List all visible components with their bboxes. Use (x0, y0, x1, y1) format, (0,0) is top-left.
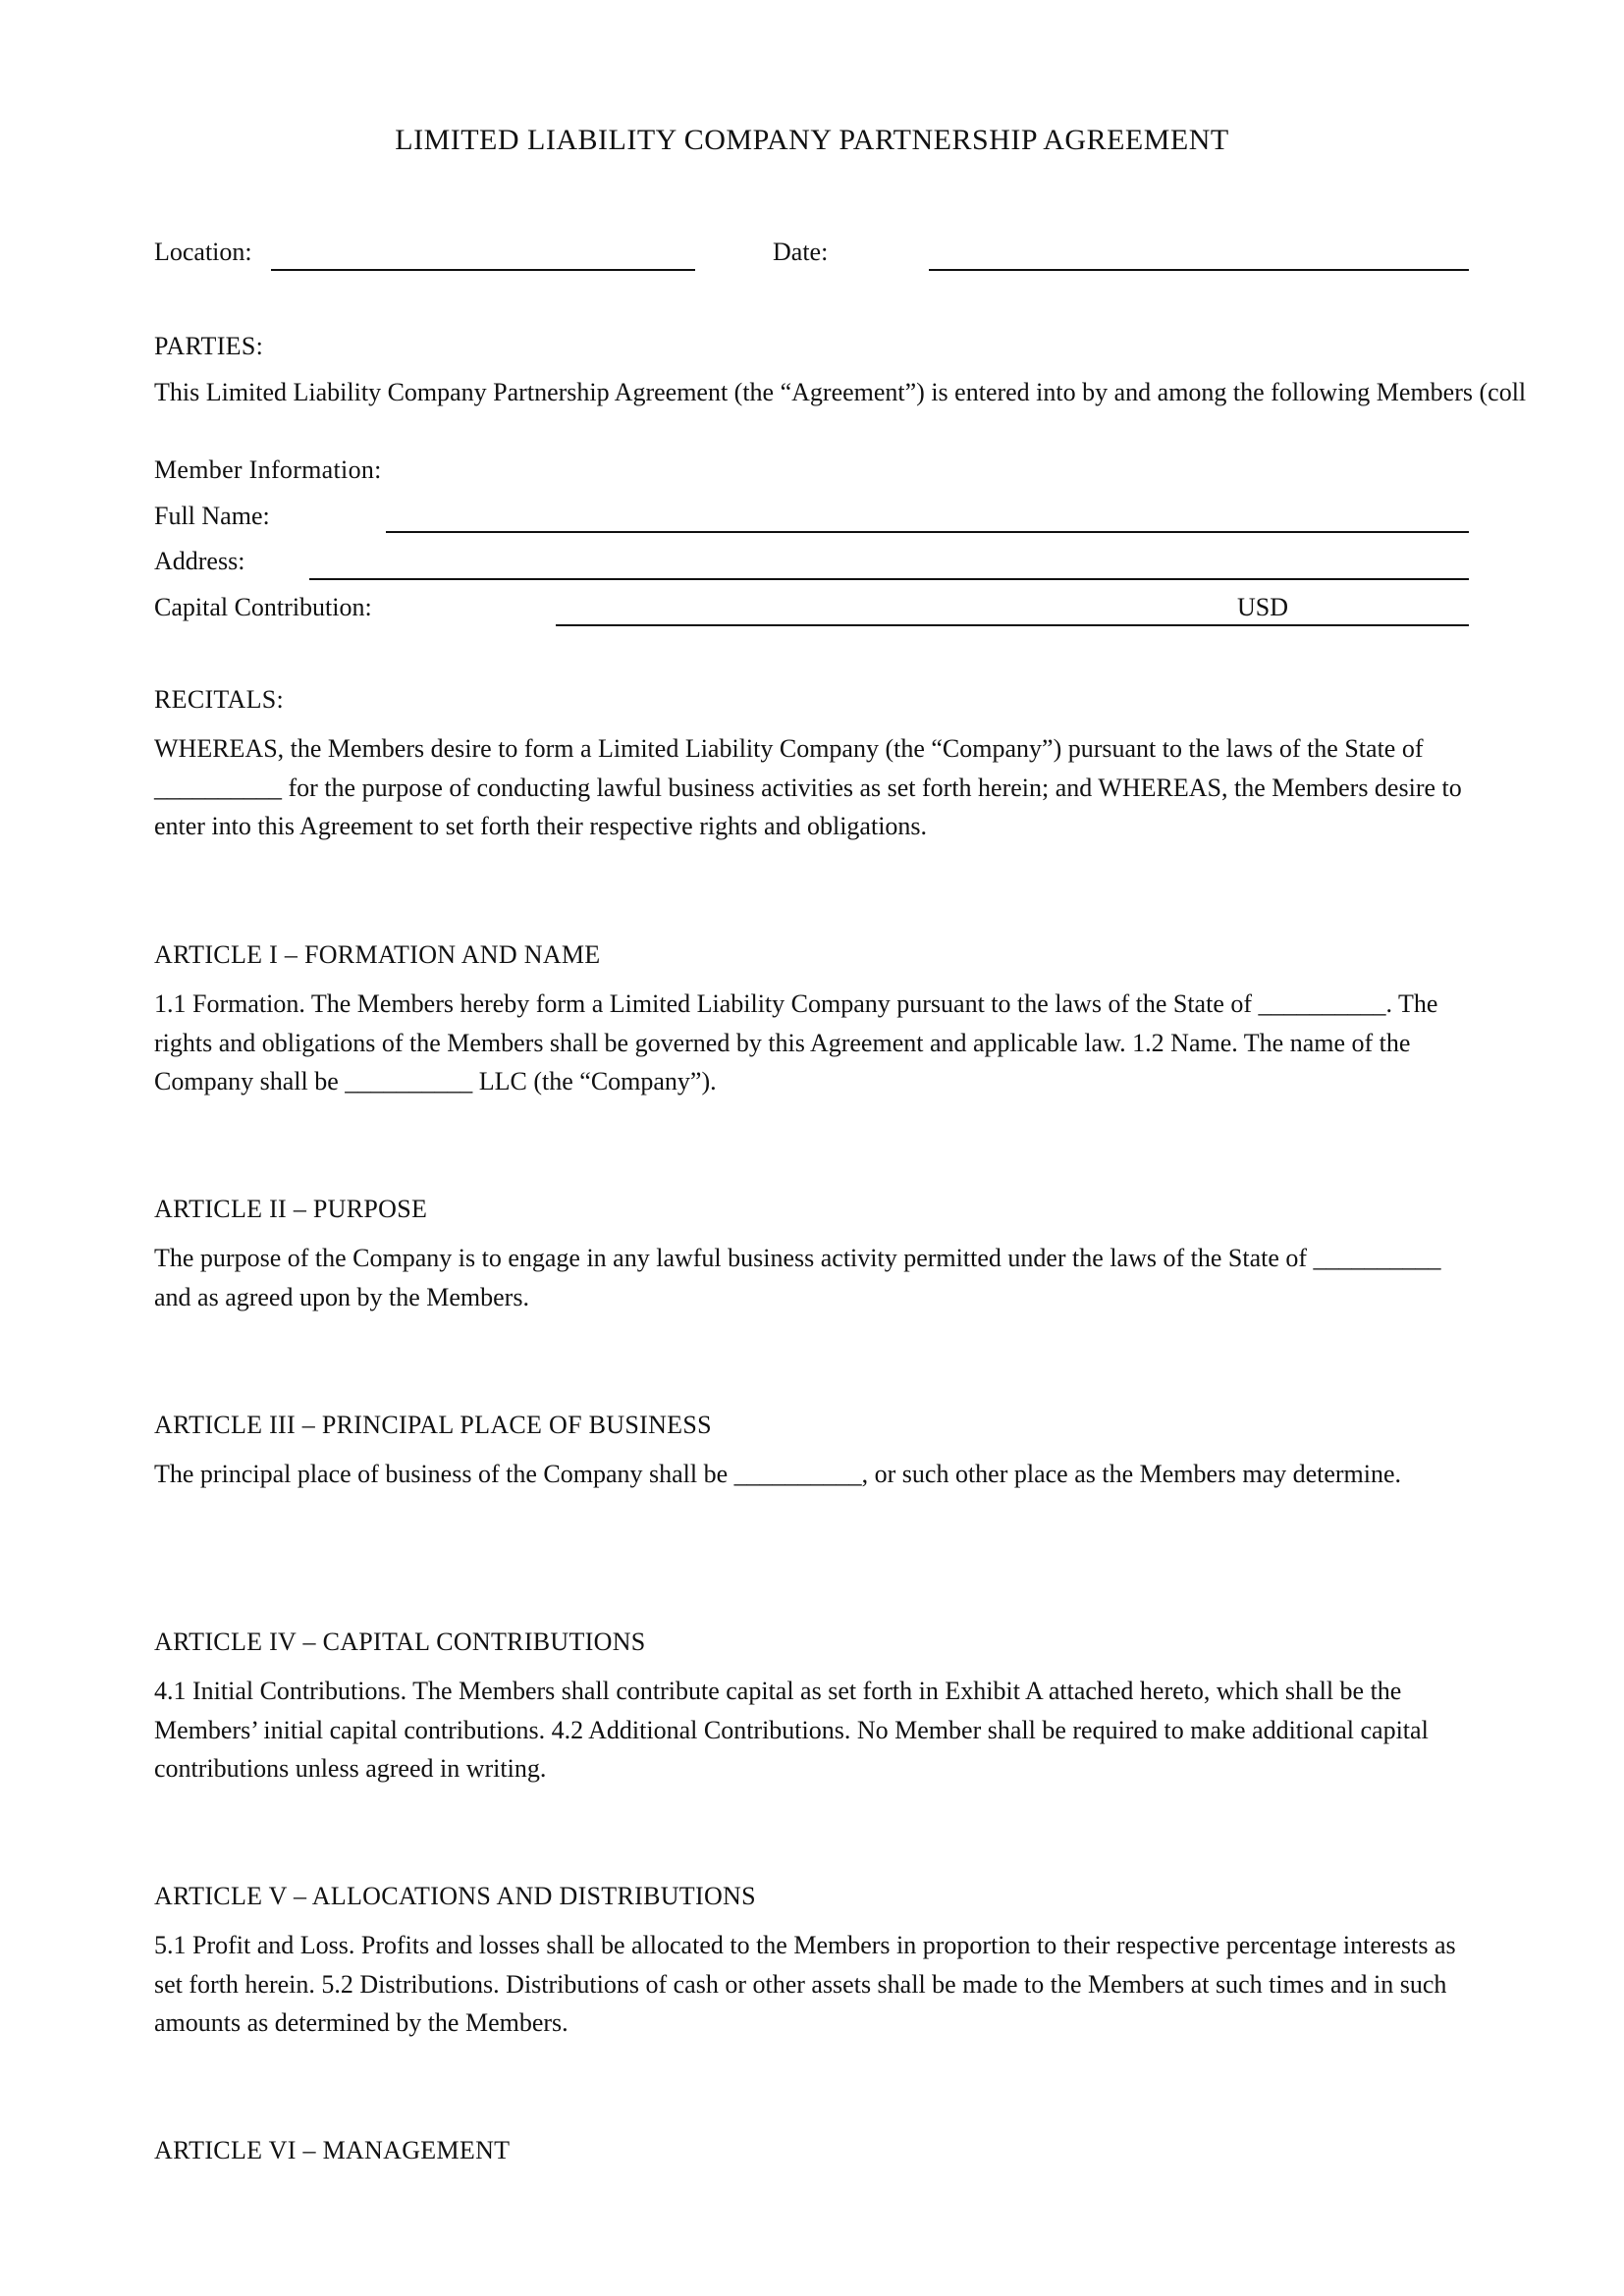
location-field[interactable] (271, 269, 695, 271)
address-field[interactable] (309, 578, 1469, 580)
article-4-text: 4.1 Initial Contributions. The Members shall contribute capital as set forth in Exhibit A attached hereto, which shall be the Members’ initial capital contributions. 4.2 Additional Contributions. No Member shall be required to make additional capital contributions unless agreed in writing. (154, 1677, 1429, 1783)
article-3-text: The principal place of business of the Company shall be __________, or such other place as the Members may determine. (154, 1460, 1402, 1488)
capital-contribution-label: Capital Contribution: (154, 593, 372, 621)
article-5-text: 5.1 Profit and Loss. Profits and losses shall be allocated to the Members in proportion to their respective percentage interests as set forth herein. 5.2 Distributions. Distributions of cash or other assets shall be made to the Members at such times and in such amounts as determined by the Members. (154, 1931, 1456, 2037)
date-field[interactable] (929, 269, 1469, 271)
article-6-heading: ARTICLE VI – MANAGEMENT (154, 2136, 511, 2164)
full-name-field[interactable] (386, 531, 1469, 533)
recitals-heading: RECITALS: (154, 685, 285, 714)
capital-contribution-field[interactable] (556, 624, 1469, 626)
article-4-heading: ARTICLE IV – CAPITAL CONTRIBUTIONS (154, 1628, 646, 1656)
address-label: Address: (154, 547, 245, 575)
document-title: LIMITED LIABILITY COMPANY PARTNERSHIP AGREEMENT (395, 124, 1229, 156)
recitals-text: WHEREAS, the Members desire to form a Limited Liability Company (the “Company”) pursuant to the laws of the State of __________ for the purpose of conducting lawful business activities as set forth herein; and WHEREAS, the Members desire to enter into this Agreement to set forth their respective rights and obligations. (154, 734, 1462, 840)
member-info-heading: Member Information: (154, 455, 382, 484)
article-1-heading: ARTICLE I – FORMATION AND NAME (154, 940, 601, 969)
article-5-heading: ARTICLE V – ALLOCATIONS AND DISTRIBUTIONS (154, 1882, 756, 1910)
article-3-heading: ARTICLE III – PRINCIPAL PLACE OF BUSINESS (154, 1411, 712, 1439)
location-label: Location: (154, 238, 252, 266)
article-2-heading: ARTICLE II – PURPOSE (154, 1195, 428, 1223)
parties-text: This Limited Liability Company Partnership Agreement (the “Agreement”) is entered into by and among the following Members (coll (154, 378, 1527, 406)
article-1-text: 1.1 Formation. The Members hereby form a Limited Liability Company pursuant to the laws of the State of __________. The rights and obligations of the Members shall be governed by this Agreement and applicable law. 1.2 Name. The name of the Company shall be __________ LLC (the “Company”). (154, 989, 1438, 1095)
parties-heading: PARTIES: (154, 332, 264, 360)
full-name-label: Full Name: (154, 502, 270, 530)
currency-label: USD (1237, 593, 1289, 621)
article-2-text: The purpose of the Company is to engage in any lawful business activity permitted under the laws of the State of __________ and as agreed upon by the Members. (154, 1244, 1441, 1311)
date-label: Date: (773, 238, 829, 266)
